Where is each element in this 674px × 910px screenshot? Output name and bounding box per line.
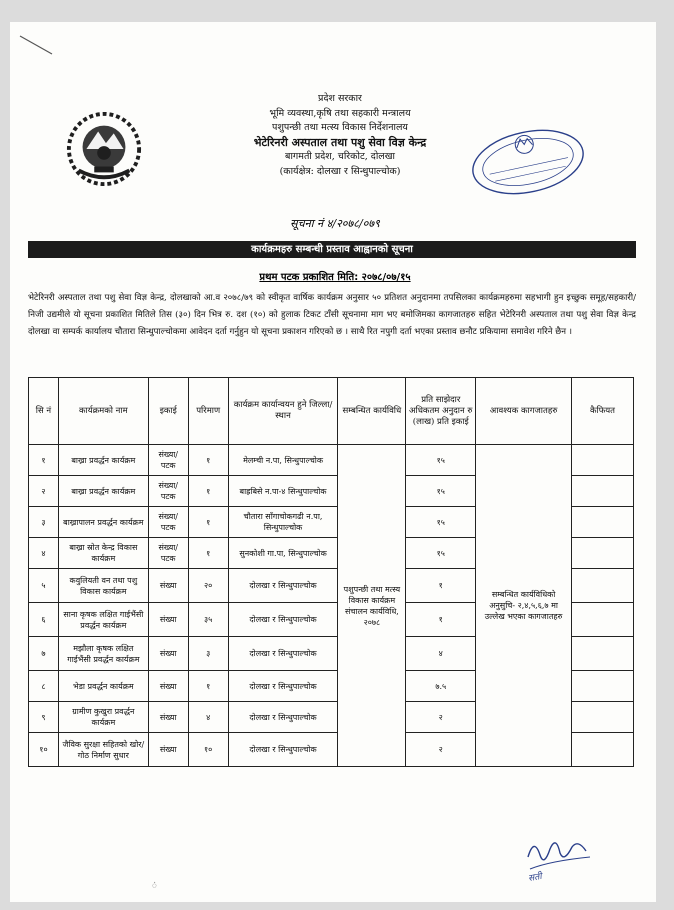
cell-name: बाख्रा स्रोत केन्द्र विकास कार्यक्रम: [58, 538, 148, 569]
signatory-name: सती: [527, 871, 543, 885]
program-table: [28, 377, 634, 767]
col-header-grant: प्रति साझेदार अधिकतम अनुदान रु (लाख) प्रति इकाई: [406, 378, 476, 445]
cell-grant: १५: [406, 445, 476, 476]
letterhead-line-2: भूमि व्यवस्था,कृषि तथा सहकारी मन्त्रालय: [269, 107, 411, 119]
cell-remarks: [572, 569, 634, 603]
cell-place: दोलखा र सिन्धुपाल्चोक: [228, 603, 338, 637]
cell-unit: संख्या/ पटक: [148, 507, 188, 538]
cell-remarks: [572, 603, 634, 637]
cell-unit: संख्या/ पटक: [148, 538, 188, 569]
cell-sn: ५: [29, 569, 59, 603]
cell-grant: ४: [406, 637, 476, 671]
letterhead-line-6: (कार्यक्षेत्र: दोलखा र सिन्धुपाल्चोक): [279, 165, 401, 177]
cell-quantity: १: [188, 445, 228, 476]
cell-grant: १५: [406, 476, 476, 507]
col-header-remarks: कैफियत: [572, 378, 634, 445]
cell-quantity: २०: [188, 569, 228, 603]
cell-remarks: [572, 445, 634, 476]
cell-procedure: पशुपन्छी तथा मत्स्य विकास कार्यक्रम संचालन कार्यविधि, २०७८: [338, 445, 406, 767]
col-header-sn: सि नं: [29, 378, 59, 445]
notice-body: भेटेरिनरी अस्पताल तथा पशु सेवा विज्ञ केन्द्र, दोलखाको आ.व २०७८/७९ को स्वीकृत वार्षिक कार्यक्रम अनुसार ५० प्रतिशत अनुदानमा तपसिलका कार्यक्रमहरुमा सहभागी हुन इच्छुक समूह/सहकारी/निजी उद्यमीले यो सूचना प्रकाशित मितिले तिस (३०) दिन भित्र रु. दश (१०) को हुलाक टिकट टाँसी सूचनामा माग भए बमोजिमका कागजातहरु सहित भेटेरिनरी अस्पताल तथा पशु सेवा विज्ञ केन्द्र दोलखा वा सम्पर्क कार्यालय चौतारा सिन्धुपाल्चोकमा आवेदन दर्ता गर्नुहुन यो सूचना प्रकाशन गरिएको छ । साथै रित नपुगी दर्ता भएका प्रस्ताव छनौट प्रकियामा समावेश गरिने छैन ।: [28, 293, 636, 337]
col-header-quantity: परिमाण: [188, 378, 228, 445]
table-row: [29, 445, 634, 476]
cell-place: दोलखा र सिन्धुपाल्चोक: [228, 637, 338, 671]
cell-quantity: ३५: [188, 603, 228, 637]
cell-remarks: [572, 507, 634, 538]
letterhead: [185, 92, 495, 179]
cell-name: साना कृषक लक्षित गाईभैंसी प्रवर्द्धन कार्यक्रम: [58, 603, 148, 637]
letterhead-line-1: प्रदेश सरकार: [318, 93, 362, 104]
col-header-place: कार्यक्रम कार्यान्वयन हुने जिल्ला/स्थान: [228, 378, 338, 445]
cell-sn: ८: [29, 671, 59, 702]
cell-name: ग्रामीण कुखुरा प्रवर्द्धन कार्यक्रम: [58, 702, 148, 733]
cell-grant: १५: [406, 507, 476, 538]
cell-unit: संख्या: [148, 603, 188, 637]
col-header-documents: आवश्यक कागजातहरु: [476, 378, 572, 445]
cell-name: भेडा प्रवर्द्धन कार्यक्रम: [58, 671, 148, 702]
cell-name: जैविक सुरक्षा सहितको खोर/गोठ निर्माण सुधार: [58, 733, 148, 767]
cell-place: दोलखा र सिन्धुपाल्चोक: [228, 733, 338, 767]
cell-unit: संख्या: [148, 702, 188, 733]
cell-grant: १५: [406, 538, 476, 569]
cell-place: दोलखा र सिन्धुपाल्चोक: [228, 702, 338, 733]
cell-remarks: [572, 637, 634, 671]
cell-name: बाख्रा प्रवर्द्धन कार्यक्रम: [58, 476, 148, 507]
cell-place: बाह्रबिसे न.पा-४ सिन्धुपाल्चोक: [228, 476, 338, 507]
office-name: भेटेरिनरी अस्पताल तथा पशु सेवा विज्ञ केन्द्र: [253, 135, 427, 149]
cell-remarks: [572, 671, 634, 702]
cell-remarks: [572, 476, 634, 507]
cell-quantity: १: [188, 507, 228, 538]
letterhead-line-3: पशुपन्छी तथा मत्स्य विकास निर्देशनालय: [272, 122, 408, 133]
cell-name: बाख्रा प्रवर्द्धन कार्यक्रम: [58, 445, 148, 476]
cell-sn: ३: [29, 507, 59, 538]
cell-sn: १०: [29, 733, 59, 767]
letterhead-line-5: बागमती प्रदेश, चरिकोट, दोलखा: [285, 151, 395, 162]
cell-sn: ९: [29, 702, 59, 733]
cell-name: बाख्रापालन प्रवर्द्धन कार्यक्रम: [58, 507, 148, 538]
cell-place: मेलम्ची न.पा, सिन्धुपाल्चोक: [228, 445, 338, 476]
col-header-procedure: सम्बन्धित कार्यविधि: [338, 378, 406, 445]
cell-quantity: ३: [188, 637, 228, 671]
cell-unit: संख्या: [148, 733, 188, 767]
cell-remarks: [572, 733, 634, 767]
cell-quantity: १०: [188, 733, 228, 767]
cell-remarks: [572, 538, 634, 569]
notice-title-bar: कार्यक्रमहरु सम्बन्धी प्रस्ताव आह्वानको सूचना: [28, 241, 636, 258]
office-seal-icon: [468, 122, 588, 202]
table-header-row: [29, 378, 634, 445]
cell-sn: २: [29, 476, 59, 507]
cell-quantity: १: [188, 476, 228, 507]
notice-document: [10, 22, 656, 902]
cell-unit: संख्या: [148, 671, 188, 702]
government-emblem-icon: [65, 110, 143, 188]
cell-place: सुनकोशी गा.पा, सिन्धुपाल्चोक: [228, 538, 338, 569]
cell-grant: ७.५: [406, 671, 476, 702]
cell-quantity: १: [188, 671, 228, 702]
cell-unit: संख्या: [148, 637, 188, 671]
cell-name: मझौला कृषक लक्षित गाईभैंसी प्रवर्द्धन कार्यक्रम: [58, 637, 148, 671]
cell-unit: संख्या/ पटक: [148, 445, 188, 476]
cell-sn: ७: [29, 637, 59, 671]
cell-sn: १: [29, 445, 59, 476]
cell-grant: २: [406, 702, 476, 733]
cell-name: कवुलियती वन तथा पशु विकास कार्यक्रम: [58, 569, 148, 603]
cell-place: दोलखा र सिन्धुपाल्चोक: [228, 671, 338, 702]
pen-mark: [18, 32, 58, 62]
cell-remarks: [572, 702, 634, 733]
cell-place: दोलखा र सिन्धुपाल्चोक: [228, 569, 338, 603]
notice-number: सूचना नं ४/२०७८/०७९: [290, 217, 380, 230]
cell-grant: १: [406, 603, 476, 637]
cell-sn: ६: [29, 603, 59, 637]
cell-sn: ४: [29, 538, 59, 569]
cell-quantity: ४: [188, 702, 228, 733]
cell-grant: २: [406, 733, 476, 767]
cell-place: चौतारा साँगाचोकगढी न.पा, सिन्धुपाल्चोक: [228, 507, 338, 538]
page-mark: ं: [152, 881, 157, 890]
cell-unit: संख्या/ पटक: [148, 476, 188, 507]
col-header-unit: इकाई: [148, 378, 188, 445]
cell-quantity: १: [188, 538, 228, 569]
publish-date: प्रथम पटक प्रकाशित मिति: २०७८/०७/१५: [259, 272, 411, 283]
cell-documents: सम्बन्धित कार्यविधिको अनुसुचि- २,४,५,६,७ मा उल्लेख भएका कागजातहरु: [476, 445, 572, 767]
cell-grant: १: [406, 569, 476, 603]
col-header-name: कार्यक्रमको नाम: [58, 378, 148, 445]
cell-unit: संख्या: [148, 569, 188, 603]
